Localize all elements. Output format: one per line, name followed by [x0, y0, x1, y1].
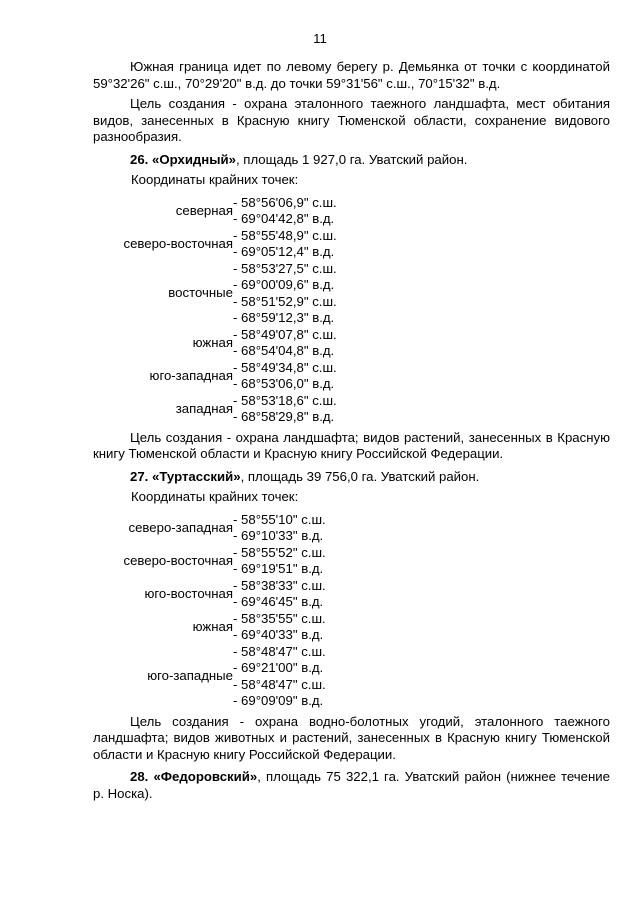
coordinate-value: - 69°09'09" в.д. [233, 693, 324, 708]
coordinates-title: Координаты крайних точек: [131, 172, 299, 187]
purpose-paragraph: Цель создания - охрана водно-болотных угодий, эталонного таежного ландшафта; видов животных и растений, занесенных в Красную книгу Тюменской области и Красную книгу Российской Федерации. [93, 713, 610, 762]
direction-label: юго-восточная [144, 585, 233, 601]
section-name: «Туртасский» [152, 468, 241, 484]
coordinate-value: - 68°59'12,3" в.д. [233, 310, 335, 325]
coordinate-value: - 69°21'00" в.д. [233, 660, 324, 675]
coordinate-row [93, 327, 337, 360]
coordinate-value: - 58°49'07,8" с.ш. [233, 326, 337, 342]
coordinate-value: - 58°48'47" с.ш. [233, 643, 326, 659]
section-rest: , площадь 75 322,1 га. Уватский район (нижнее течение р. Носка). [93, 769, 610, 801]
coordinates-table [93, 195, 337, 426]
coordinate-values [233, 327, 337, 360]
coordinate-value: - 69°04'42,8" в.д. [233, 211, 335, 226]
direction-label: восточные [168, 285, 233, 301]
sections-container [93, 152, 610, 764]
section-name: «Орхидный» [152, 151, 236, 167]
coordinate-value: - 58°49'34,8" с.ш. [233, 359, 337, 375]
direction-label: северо-восточная [123, 235, 233, 251]
coordinate-value: - 58°55'48,9" с.ш. [233, 227, 337, 243]
section-number: 28. [130, 769, 149, 784]
coordinate-value: - 58°55'52" с.ш. [233, 544, 326, 560]
coordinate-value: - 58°51'52,9" с.ш. [233, 293, 337, 309]
document-body [93, 59, 610, 802]
direction-label: северо-западная [128, 519, 233, 535]
page-number: 11 [313, 31, 327, 46]
section-name: «Федоровский» [153, 769, 258, 784]
coordinate-row [93, 195, 337, 228]
coordinate-values [233, 261, 337, 327]
coordinate-values [233, 195, 337, 228]
section-rest: , площадь 39 756,0 га. Уватский район. [240, 468, 480, 484]
coordinate-value: - 58°48'47" с.ш. [233, 676, 326, 692]
coordinate-value: - 68°58'29,8" в.д. [233, 409, 335, 424]
coordinate-row [93, 261, 337, 327]
direction-label: западная [175, 400, 233, 416]
coordinate-row [93, 393, 337, 426]
coordinate-value: - 69°05'12,4" в.д. [233, 244, 335, 259]
coordinate-value: - 69°40'33" в.д. [233, 627, 324, 642]
section-number: 26. [130, 151, 149, 167]
section-heading-fedorovsky [93, 769, 610, 802]
coordinate-value: - 68°53'06,0" в.д. [233, 376, 335, 391]
coordinate-value: - 58°38'33" с.ш. [233, 577, 326, 593]
coordinates-table [93, 512, 326, 710]
coordinate-value: - 58°55'10" с.ш. [233, 511, 326, 527]
coordinate-row [93, 578, 326, 611]
direction-label: юго-западная [149, 367, 233, 383]
section-number: 27. [130, 468, 149, 484]
purpose-paragraph: Цель создания - охрана эталонного таежного ландшафта, мест обитания видов, занесенных в Красную книгу Тюменской области, сохранение видового разнообразия. [93, 96, 610, 144]
purpose-paragraph: Цель создания - охрана ландшафта; видов растений, занесенных в Красную книгу Тюменской области и Красную книгу Российской Федерации. [93, 429, 610, 461]
coordinate-row [93, 360, 337, 393]
direction-label: юго-западные [147, 668, 233, 684]
coordinate-values [233, 360, 337, 393]
coordinates-title: Координаты крайних точек: [131, 489, 299, 504]
direction-label: южная [192, 334, 233, 350]
coordinate-value: - 58°53'18,6" с.ш. [233, 392, 337, 408]
coordinate-values [233, 578, 326, 611]
coordinate-values [233, 512, 326, 545]
coordinate-values [233, 228, 337, 261]
direction-label: южная [192, 618, 233, 634]
coordinate-value: - 58°35'55" с.ш. [233, 610, 326, 626]
direction-label: северо-восточная [123, 552, 233, 568]
coordinate-values [233, 644, 326, 710]
coordinate-row [93, 512, 326, 545]
coordinate-row [93, 644, 326, 710]
coordinate-row [93, 228, 337, 261]
coordinate-value: - 69°19'51" в.д. [233, 561, 324, 576]
direction-label: северная [175, 202, 233, 218]
south-border-paragraph: Южная граница идет по левому берегу р. Демьянка от точки с координатой 59°32'26" с.ш., 70°29'20" в.д. до точки 59°31'56" с.ш., 70°15'32" в.д. [93, 59, 610, 91]
section-rest: , площадь 1 927,0 га. Уватский район. [235, 151, 468, 167]
coordinate-value: - 69°10'33" в.д. [233, 528, 324, 543]
coordinate-row [93, 545, 326, 578]
coordinate-value: - 58°53'27,5" с.ш. [233, 260, 337, 276]
coordinate-values [233, 611, 326, 644]
section-heading-orkhidny [93, 152, 610, 169]
coordinate-value: - 69°46'45" в.д. [233, 594, 324, 609]
coordinate-row [93, 611, 326, 644]
coordinate-value: - 58°56'06,9" с.ш. [233, 194, 337, 210]
coordinate-value: - 68°54'04,8" в.д. [233, 343, 335, 358]
section-heading-turtassky [93, 469, 610, 486]
coordinate-value: - 69°00'09,6" в.д. [233, 277, 335, 292]
coordinate-values [233, 545, 326, 578]
coordinate-values [233, 393, 337, 426]
